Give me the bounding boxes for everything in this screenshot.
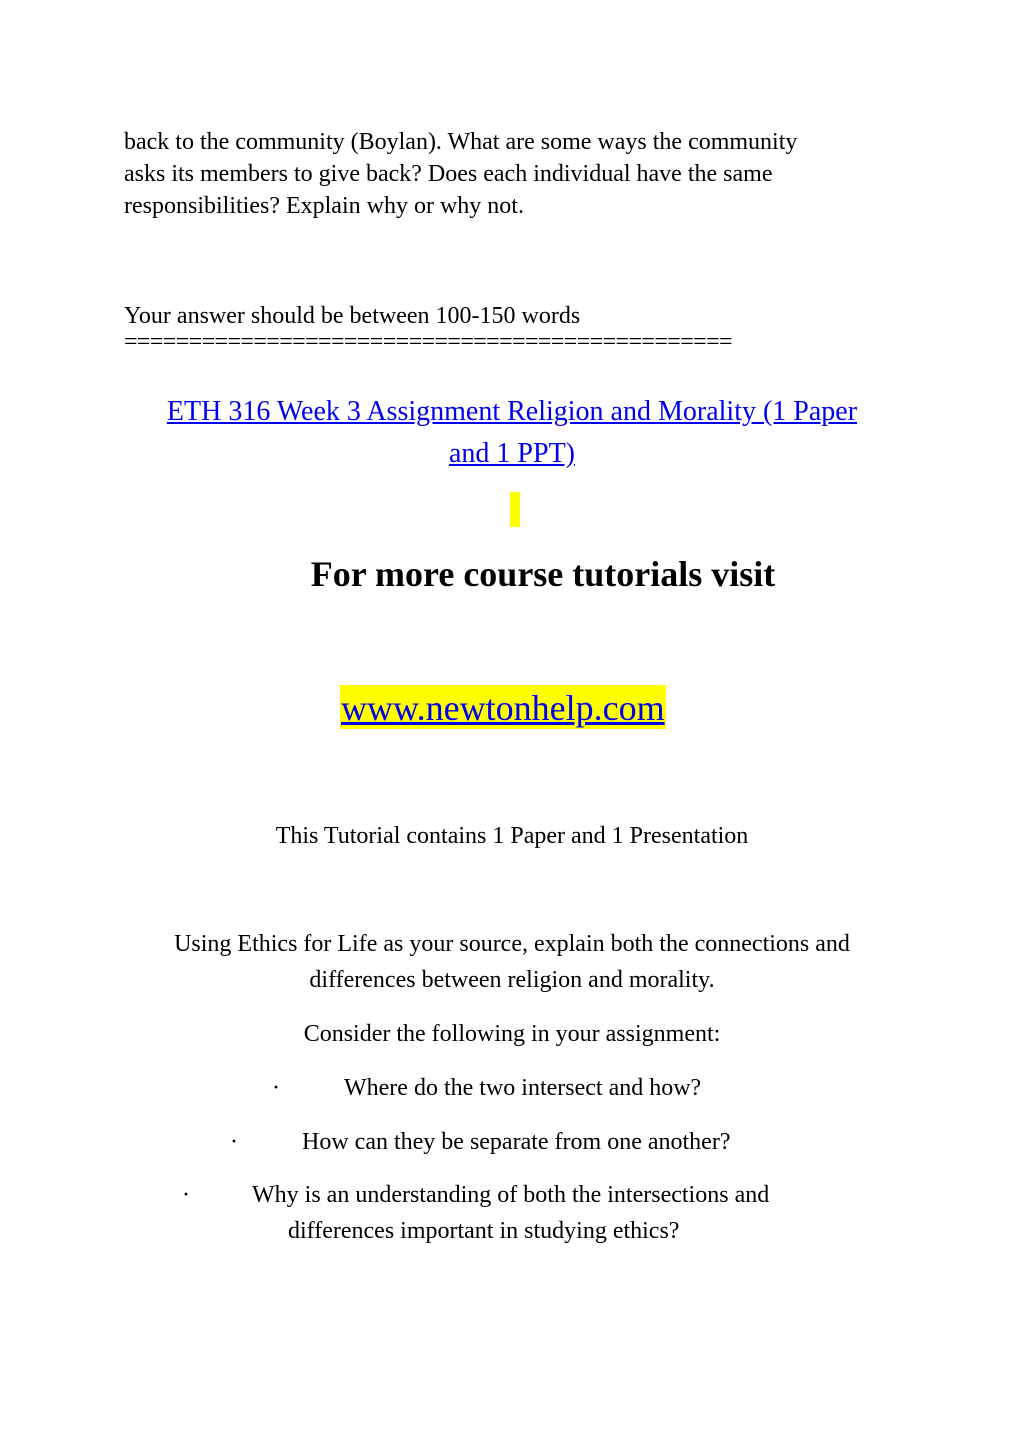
list-item: Where do the two intersect and how? — [344, 1075, 702, 1101]
list-item: Why is an understanding of both the intersections and — [252, 1182, 770, 1208]
tutorial-contents-note: This Tutorial contains 1 Paper and 1 Presentation — [275, 823, 749, 849]
course-title-link-continued[interactable]: and 1 PPT) — [449, 438, 575, 469]
intro-line: asks its members to give back? Does each individual have the same — [124, 161, 773, 187]
promo-heading: For more course tutorials visit — [310, 554, 776, 594]
list-item-continued: differences important in studying ethics? — [288, 1218, 680, 1244]
consider-heading: Consider the following in your assignment: — [303, 1021, 721, 1047]
bullet-marker: · — [182, 1182, 190, 1208]
intro-paragraph — [124, 126, 924, 222]
list-item: How can they be separate from one another? — [302, 1129, 731, 1155]
course-title-link[interactable]: ETH 316 Week 3 Assignment Religion and Morality (1 Paper — [166, 396, 858, 427]
assignment-instructions — [100, 926, 924, 998]
bullet-marker: · — [230, 1129, 238, 1155]
highlight-marker — [510, 492, 520, 527]
instructions-line: Using Ethics for Life as your source, explain both the connections and — [174, 931, 850, 957]
section-divider: =============================================== — [124, 329, 732, 355]
bullet-marker: · — [272, 1075, 280, 1101]
word-limit-note: Your answer should be between 100-150 words — [124, 303, 581, 329]
intro-line: responsibilities? Explain why or why not. — [124, 193, 524, 219]
instructions-line: differences between religion and morality. — [309, 967, 715, 993]
intro-line: back to the community (Boylan). What are some ways the community — [124, 129, 798, 155]
website-link[interactable]: www.newtonhelp.com — [340, 685, 666, 729]
